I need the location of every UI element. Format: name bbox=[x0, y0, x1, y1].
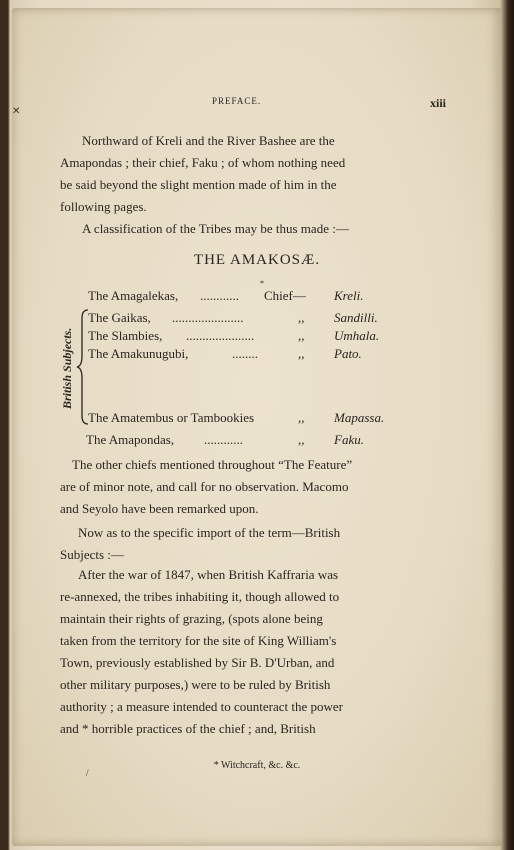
leader-dots: ...................... bbox=[172, 310, 244, 325]
para3-line: are of minor note, and call for no observation. Macomo bbox=[60, 479, 349, 494]
table-row bbox=[12, 432, 502, 450]
leader-dots: ............ bbox=[200, 288, 239, 303]
para5-line: re-annexed, the tribes inhabiting it, though allowed to bbox=[60, 589, 340, 604]
paragraph-4 bbox=[60, 522, 432, 566]
book-page bbox=[12, 8, 502, 846]
brace-label: British Subjects. bbox=[60, 327, 74, 409]
chief-label: ,, bbox=[298, 346, 305, 361]
tribe-name: The Amakunugubi, bbox=[88, 346, 189, 361]
stray-mark: / bbox=[86, 768, 89, 778]
leader-dots: ............ bbox=[204, 432, 243, 447]
chief-name: Pato. bbox=[334, 346, 362, 361]
chief-name: Sandilli. bbox=[334, 310, 378, 325]
leader-dots: ........ bbox=[232, 346, 258, 361]
para5-line: authority ; a measure intended to counteract the power bbox=[60, 699, 344, 714]
paragraph-5 bbox=[60, 564, 432, 740]
para2-line: A classification of the Tribes may be thus made :— bbox=[82, 221, 349, 236]
para1-line: following pages. bbox=[60, 199, 147, 214]
para5-line: taken from the territory for the site of King William's bbox=[60, 633, 337, 648]
para1-line: Amapondas ; their chief, Faku ; of whom nothing need bbox=[60, 155, 346, 170]
para4-line: Subjects :— bbox=[60, 547, 124, 562]
para5-line: Town, previously established by Sir B. D'Urban, and bbox=[60, 655, 335, 670]
table-row bbox=[12, 279, 502, 306]
header-title: PREFACE. bbox=[212, 96, 262, 106]
leader-dots: ..................... bbox=[186, 328, 255, 343]
margin-mark: ✕ bbox=[12, 106, 21, 117]
chief-name: Kreli. bbox=[334, 288, 364, 303]
tribe-name: The Amagalekas, bbox=[88, 288, 179, 303]
para3-line: and Seyolo have been remarked upon. bbox=[60, 501, 259, 516]
paragraph-3 bbox=[60, 454, 432, 520]
section-title: THE AMAKOSÆ. bbox=[193, 252, 321, 268]
para5-line: and * horrible practices of the chief ; and, British bbox=[60, 721, 316, 736]
curly-brace bbox=[76, 308, 90, 426]
chief-name: Umhala. bbox=[334, 328, 380, 343]
para1-line: Northward of Kreli and the River Bashee are the bbox=[82, 133, 335, 148]
para1-line: be said beyond the slight mention made of him in the bbox=[60, 177, 337, 192]
chief-label: Chief— bbox=[264, 288, 306, 303]
chief-name: Faku. bbox=[334, 432, 364, 447]
para5-line: maintain their rights of grazing, (spots alone being bbox=[60, 611, 323, 626]
chief-label: ,, bbox=[298, 410, 305, 425]
tribe-name: The Slambies, bbox=[88, 328, 163, 343]
para5-line: After the war of 1847, when British Kaffraria was bbox=[78, 567, 339, 582]
chief-label: ,, bbox=[298, 328, 305, 343]
tribe-name: The Gaikas, bbox=[88, 310, 151, 325]
footnote-marker: * bbox=[260, 279, 264, 288]
tribe-name: The Amapondas, bbox=[86, 432, 175, 447]
footnote: * Witchcraft, &c. &c. bbox=[213, 760, 301, 771]
para4-line: Now as to the specific import of the term—British bbox=[78, 525, 341, 540]
para5-line: other military purposes,) were to be ruled by British bbox=[60, 677, 331, 692]
chief-label: ,, bbox=[298, 310, 305, 325]
chief-label: ,, bbox=[298, 432, 305, 447]
para3-line: The other chiefs mentioned throughout “The Feature” bbox=[72, 457, 353, 472]
page-number: xiii bbox=[430, 96, 447, 110]
chief-name: Mapassa. bbox=[334, 410, 385, 425]
tribe-name: The Amatembus or Tambookies bbox=[88, 410, 255, 425]
